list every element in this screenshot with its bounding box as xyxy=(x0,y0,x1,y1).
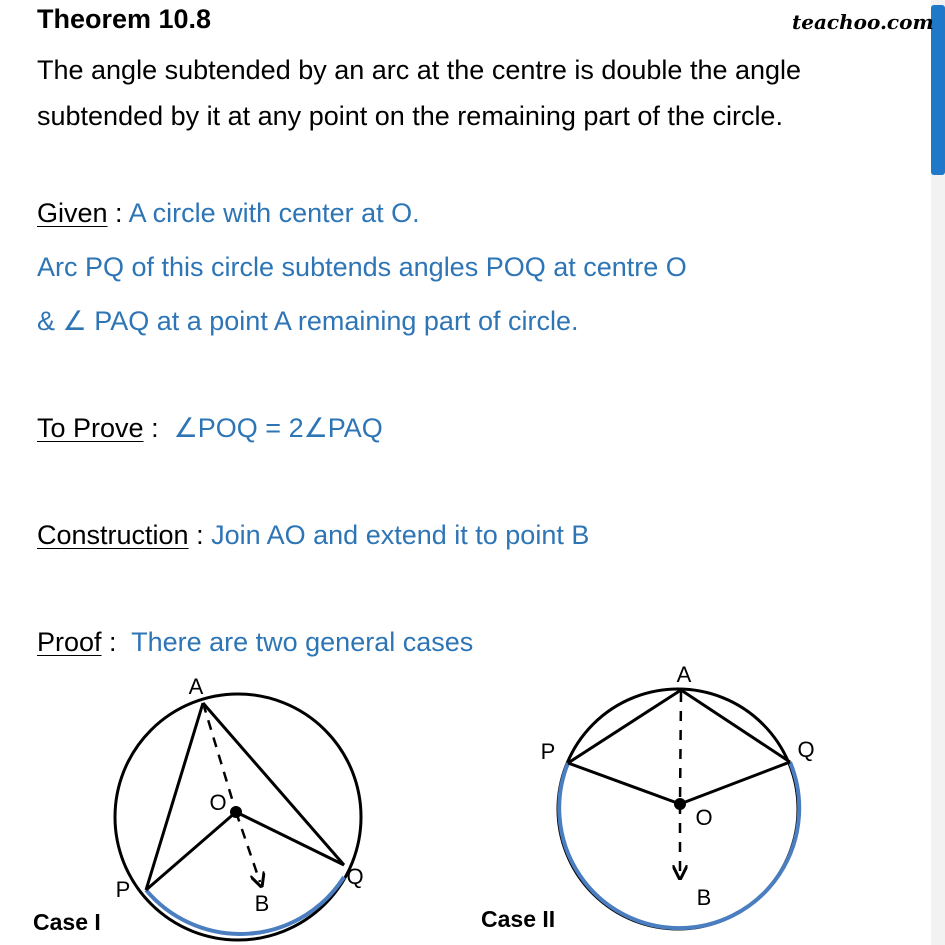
given-line-3: & ∠ PAQ at a point A remaining part of circle. xyxy=(37,306,579,336)
brand-logo: teachoo.com xyxy=(792,10,934,34)
label-p-2: P xyxy=(540,739,556,764)
page-title: Theorem 10.8 xyxy=(37,4,212,34)
to-prove-value: ∠POQ = 2∠PAQ xyxy=(173,413,383,443)
segment-oq-1 xyxy=(236,812,344,865)
segment-op-1 xyxy=(146,812,236,890)
label-b-1: B xyxy=(254,891,270,916)
given-separator: : xyxy=(107,198,129,228)
center-point-1 xyxy=(230,806,242,818)
center-point-2 xyxy=(674,798,686,810)
segment-oq-2 xyxy=(680,762,790,804)
label-a-1: A xyxy=(188,674,204,699)
segment-op-2 xyxy=(568,763,680,804)
figure-case-2 xyxy=(481,662,815,932)
to-prove-label: To Prove xyxy=(37,413,144,443)
proof-value: There are two general cases xyxy=(131,627,474,657)
figure-case-1 xyxy=(33,674,364,940)
to-prove-separator: : xyxy=(143,413,174,443)
construction-label: Construction xyxy=(37,520,189,550)
case-1-label: Case I xyxy=(33,909,101,935)
construction-value: Join AO and extend it to point B xyxy=(211,520,590,550)
segment-aq-2 xyxy=(681,690,790,762)
given-label: Given xyxy=(37,198,108,228)
segment-ao-dashed-2 xyxy=(680,692,681,804)
label-o-2: O xyxy=(695,805,713,830)
given-line-1: A circle with center at O. xyxy=(128,198,420,228)
label-a-2: A xyxy=(676,662,692,687)
statement-line-2: subtended by it at any point on the remaining part of the circle. xyxy=(37,101,783,131)
arc-pq-1 xyxy=(146,877,344,934)
statement-line-1: The angle subtended by an arc at the centre is double the angle xyxy=(37,55,802,85)
label-q-1: Q xyxy=(346,864,364,889)
proof-label: Proof xyxy=(37,627,102,657)
given-line-2: Arc PQ of this circle subtends angles POQ at centre O xyxy=(37,252,687,282)
case-2-label: Case II xyxy=(481,906,556,932)
construction-separator: : xyxy=(188,520,212,550)
label-p-1: P xyxy=(115,877,131,902)
label-q-2: Q xyxy=(797,737,815,762)
segment-ap-1 xyxy=(146,703,203,890)
label-o-1: O xyxy=(209,790,227,815)
proof-separator: : xyxy=(101,627,132,657)
label-b-2: B xyxy=(696,885,712,910)
